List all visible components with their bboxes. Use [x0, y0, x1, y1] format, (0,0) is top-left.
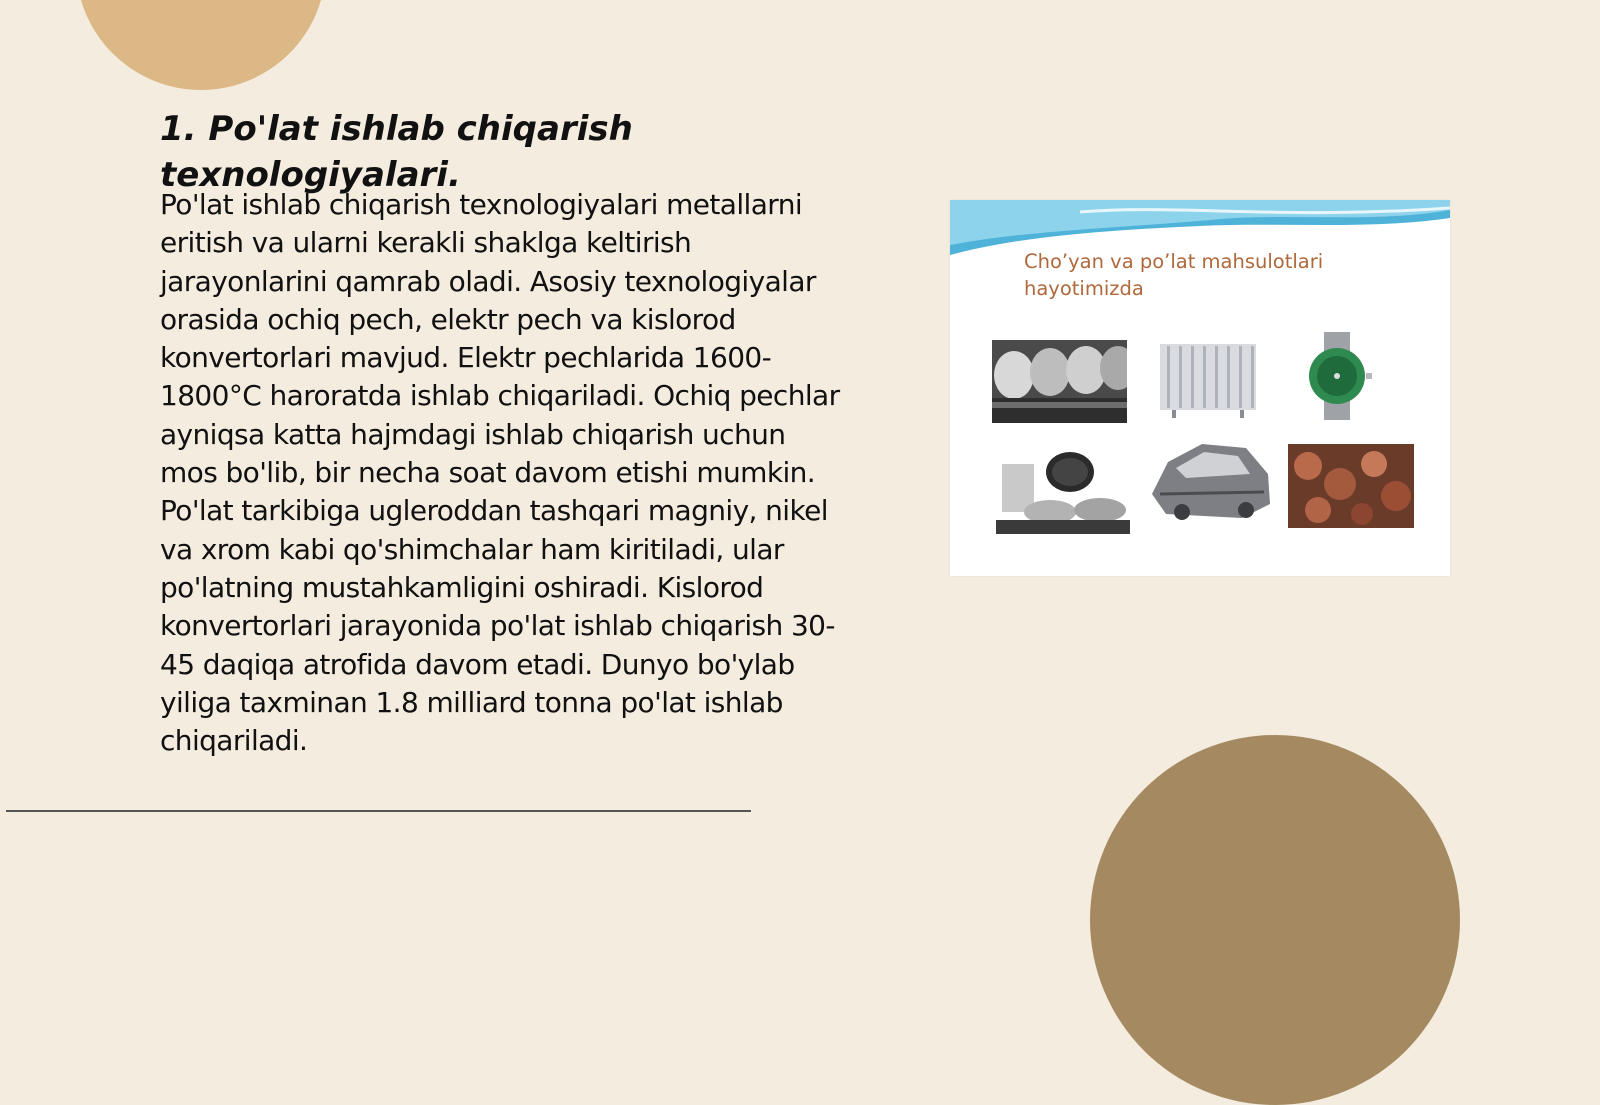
decorative-circle-bottom	[1090, 735, 1460, 1105]
radiator-photo	[1158, 340, 1258, 418]
decorative-circle-top	[76, 0, 326, 90]
image-caption: Cho’yan va po’lat mahsulotlari hayotimizda	[1024, 250, 1324, 300]
embedded-slide-image	[950, 200, 1450, 576]
cookware-photo	[996, 446, 1130, 534]
pipe-fittings-photo	[1288, 444, 1414, 528]
divider-line	[6, 810, 751, 812]
pipes-photo	[992, 340, 1127, 423]
watch-photo	[1298, 332, 1376, 420]
slide-title: 1. Po'lat ishlab chiqarish texnologiyalari.	[160, 109, 633, 195]
car-body-photo	[1146, 434, 1276, 528]
slide-body-text: Po'lat ishlab chiqarish texnologiyalari metallarni eritish va ularni kerakli shaklga keltirish jarayonlarini qamrab oladi. Asosiy texnologiyalar orasida ochiq pech, elektr pech va kislorod konvertorlari mavjud. Elektr pechlarida 1600-1800°C haroratda ishlab chiqariladi. Ochiq pechlar ayniqsa katta hajmdagi ishlab chiqarish uchun mos bo'lib, bir necha soat davom etishi mumkin. Po'lat tarkibiga ugleroddan tashqari magniy, nikel va xrom kabi qo'shimchalar ham kiritiladi, ular po'latning mustahkamligini oshiradi. Kislorod konvertorlari jarayonida po'lat ishlab chiqarish 30-45 daqiqa atrofida davom etadi. Dunyo bo'ylab yiliga taxminan 1.8 milliard tonna po'lat ishlab chiqariladi.	[160, 188, 840, 758]
